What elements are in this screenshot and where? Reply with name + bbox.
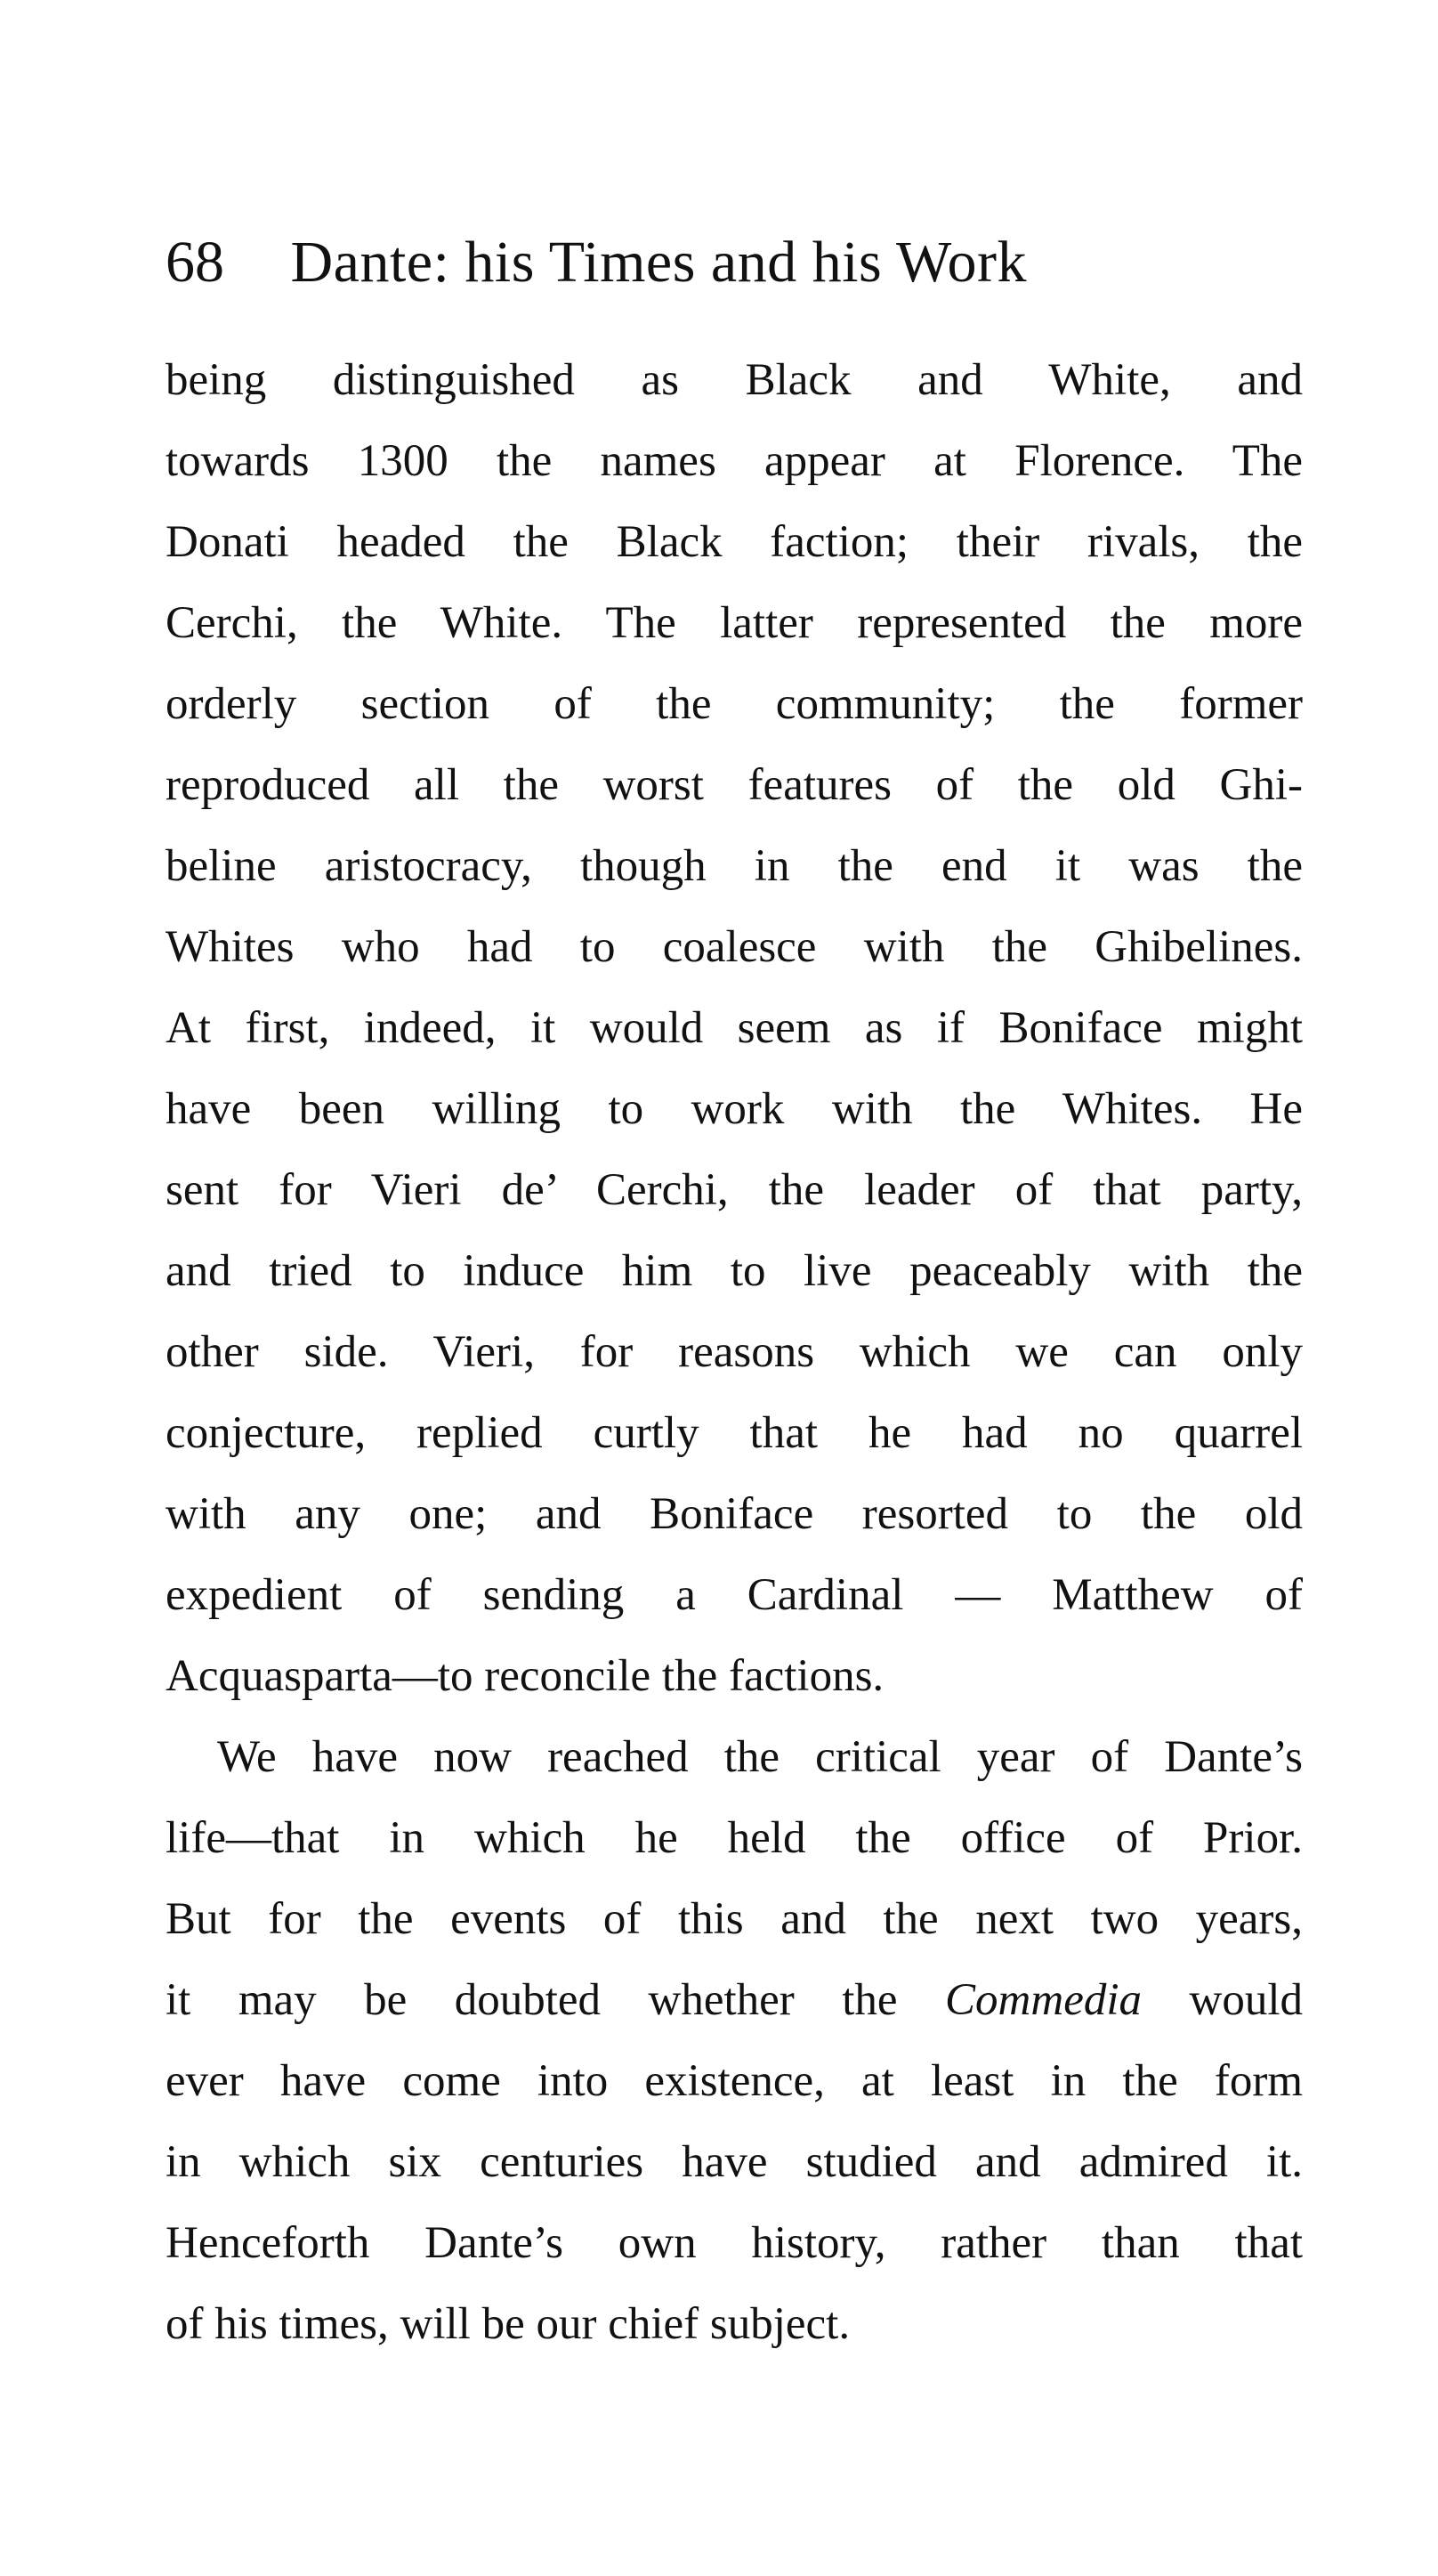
text-line: of his times, will be our chief subject. — [166, 2299, 851, 2349]
text-line: being distinguished as Black and White, and — [166, 355, 1303, 405]
text-line: and tried to induce him to live peaceably with the — [166, 1246, 1303, 1296]
text-line: Donati headed the Black faction; their rivals, the — [166, 517, 1303, 567]
text-line: have been willing to work with the Whites. He — [166, 1084, 1303, 1134]
text-line: Acquasparta—to reconcile the factions. — [166, 1651, 885, 1701]
text-line: with any one; and Boniface resorted to the old — [166, 1489, 1303, 1539]
text-line: towards 1300 the names appear at Florence. The — [166, 436, 1303, 486]
text-line: life—that in which he held the office of Prior. — [166, 1813, 1303, 1863]
body-text — [166, 340, 1303, 2365]
text-line: Cerchi, the White. The latter represented the more — [166, 598, 1303, 648]
work-title: Commedia — [945, 1975, 1143, 2025]
text-line: ever have come into existence, at least in the form — [166, 2056, 1303, 2106]
text-line — [166, 1960, 1303, 2041]
text-line: orderly section of the community; the former — [166, 679, 1303, 729]
text-line: At first, indeed, it would seem as if Boniface might — [166, 1003, 1303, 1053]
text-line: We have now reached the critical year of Dante’s — [217, 1732, 1303, 1782]
text-line: in which six centuries have studied and admired it. — [166, 2137, 1303, 2187]
text-line: But for the events of this and the next two years, — [166, 1894, 1303, 1944]
text-line: reproduced all the worst features of the old Ghi- — [166, 760, 1303, 810]
text-line: Whites who had to coalesce with the Ghibelines. — [166, 922, 1303, 972]
page-header — [166, 223, 1305, 303]
paragraph-1 — [166, 340, 1303, 1717]
text-line: Henceforth Dante’s own history, rather than that — [166, 2218, 1303, 2268]
text-line: sent for Vieri de’ Cerchi, the leader of that party, — [166, 1165, 1303, 1215]
text-segment: it may be doubted whether the — [166, 1975, 946, 2025]
page-number: 68 — [166, 230, 224, 295]
text-line: expedient of sending a Cardinal — Matthew of — [166, 1570, 1303, 1620]
text-line: beline aristocracy, though in the end it was the — [166, 841, 1303, 891]
paragraph-2 — [166, 1717, 1303, 2365]
text-segment: would — [1142, 1975, 1303, 2025]
text-line: conjecture, replied curtly that he had no quarrel — [166, 1408, 1303, 1458]
running-title: Dante: his Times and his Work — [290, 230, 1028, 295]
text-line: other side. Vieri, for reasons which we can only — [166, 1327, 1303, 1377]
